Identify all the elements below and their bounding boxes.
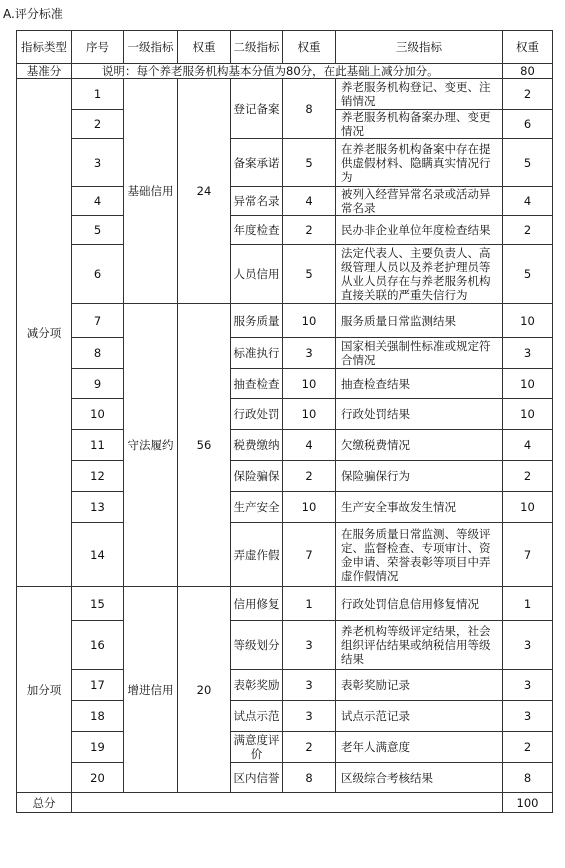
level3-indicator: 国家相关强制性标准或规定符合情况 xyxy=(336,338,503,369)
header-cell: 一级指标 xyxy=(124,31,178,64)
row-number: 4 xyxy=(72,187,124,216)
table-row xyxy=(17,587,553,621)
level2-weight: 7 xyxy=(283,523,336,587)
row-number: 1 xyxy=(72,79,124,110)
level3-weight: 2 xyxy=(503,216,553,245)
level1-indicator: 基础信用 xyxy=(124,79,178,304)
level2-indicator: 登记备案 xyxy=(231,79,283,139)
level3-indicator: 服务质量日常监测结果 xyxy=(336,304,503,338)
level3-weight: 10 xyxy=(503,492,553,523)
level1-indicator: 守法履约 xyxy=(124,304,178,587)
level2-weight: 5 xyxy=(283,245,336,304)
level1-weight: 56 xyxy=(178,304,231,587)
table-row xyxy=(17,670,553,701)
level2-weight: 2 xyxy=(283,461,336,492)
level3-weight: 10 xyxy=(503,304,553,338)
table-row xyxy=(17,430,553,461)
table-row xyxy=(17,763,553,793)
header-cell: 二级指标 xyxy=(231,31,283,64)
level2-weight: 10 xyxy=(283,304,336,338)
table-row xyxy=(17,369,553,399)
table-row xyxy=(17,216,553,245)
level3-weight: 3 xyxy=(503,670,553,701)
level2-weight: 3 xyxy=(283,621,336,670)
level3-indicator: 区级综合考核结果 xyxy=(336,763,503,793)
level2-weight: 3 xyxy=(283,701,336,732)
level2-weight: 1 xyxy=(283,587,336,621)
score-table xyxy=(16,30,553,813)
level2-weight: 3 xyxy=(283,338,336,369)
level3-weight: 3 xyxy=(503,701,553,732)
level3-weight: 8 xyxy=(503,763,553,793)
level2-indicator: 税费缴纳 xyxy=(231,430,283,461)
row-number: 11 xyxy=(72,430,124,461)
row-number: 16 xyxy=(72,621,124,670)
row-number: 14 xyxy=(72,523,124,587)
header-cell: 三级指标 xyxy=(336,31,503,64)
level2-indicator: 备案承诺 xyxy=(231,139,283,187)
table-row xyxy=(17,245,553,304)
level3-indicator: 老年人满意度 xyxy=(336,732,503,763)
level2-weight: 3 xyxy=(283,670,336,701)
level2-weight: 5 xyxy=(283,139,336,187)
level3-weight: 3 xyxy=(503,338,553,369)
level2-indicator: 区内信誉 xyxy=(231,763,283,793)
level3-indicator: 被列入经营异常名录或活动异常名录 xyxy=(336,187,503,216)
table-row xyxy=(17,139,553,187)
level3-weight: 1 xyxy=(503,587,553,621)
level3-weight: 3 xyxy=(503,621,553,670)
header-cell: 权重 xyxy=(178,31,231,64)
base-label: 基准分 xyxy=(17,64,72,79)
level3-weight: 10 xyxy=(503,399,553,430)
row-number: 19 xyxy=(72,732,124,763)
header-cell: 序号 xyxy=(72,31,124,64)
row-number: 8 xyxy=(72,338,124,369)
level2-weight: 2 xyxy=(283,216,336,245)
row-number: 9 xyxy=(72,369,124,399)
table-row xyxy=(17,79,553,110)
row-number: 5 xyxy=(72,216,124,245)
level2-indicator: 生产安全 xyxy=(231,492,283,523)
level3-weight: 4 xyxy=(503,187,553,216)
level3-indicator: 在服务质量日常监测、等级评定、监督检查、专项审计、资金申请、荣誉表彰等项目中弄虚作假情况 xyxy=(336,523,503,587)
score-table-body xyxy=(17,31,553,813)
level3-indicator: 行政处罚结果 xyxy=(336,399,503,430)
level2-weight: 4 xyxy=(283,187,336,216)
level1-weight: 20 xyxy=(178,587,231,793)
table-row xyxy=(17,621,553,670)
level3-indicator: 保险骗保行为 xyxy=(336,461,503,492)
level3-indicator: 生产安全事故发生情况 xyxy=(336,492,503,523)
header-row xyxy=(17,31,553,64)
table-row xyxy=(17,701,553,732)
level2-indicator: 抽查检查 xyxy=(231,369,283,399)
row-number: 20 xyxy=(72,763,124,793)
row-number: 10 xyxy=(72,399,124,430)
section-title: A.评分标准 xyxy=(3,7,63,21)
total-empty xyxy=(72,793,503,813)
level2-indicator: 信用修复 xyxy=(231,587,283,621)
level2-weight: 8 xyxy=(283,763,336,793)
level3-indicator: 法定代表人、主要负责人、高级管理人员以及养老护理员等从业人员存在与养老服务机构直接关联的严重失信行为 xyxy=(336,245,503,304)
header-cell: 指标类型 xyxy=(17,31,72,64)
level3-weight: 2 xyxy=(503,732,553,763)
row-number: 2 xyxy=(72,110,124,139)
row-number: 6 xyxy=(72,245,124,304)
table-row xyxy=(17,338,553,369)
level2-weight: 10 xyxy=(283,369,336,399)
level3-indicator: 试点示范记录 xyxy=(336,701,503,732)
row-number: 12 xyxy=(72,461,124,492)
level3-indicator: 行政处罚信息信用修复情况 xyxy=(336,587,503,621)
level3-indicator: 民办非企业单位年度检查结果 xyxy=(336,216,503,245)
table-row xyxy=(17,732,553,763)
indicator-type: 加分项 xyxy=(17,587,72,793)
row-number: 3 xyxy=(72,139,124,187)
level3-indicator: 养老机构等级评定结果，社会组织评估结果或纳税信用等级结果 xyxy=(336,621,503,670)
table-row xyxy=(17,399,553,430)
total-score: 100 xyxy=(503,793,553,813)
row-number: 17 xyxy=(72,670,124,701)
level3-indicator: 表彰奖励记录 xyxy=(336,670,503,701)
table-row xyxy=(17,523,553,587)
level2-indicator: 等级划分 xyxy=(231,621,283,670)
row-number: 15 xyxy=(72,587,124,621)
row-number: 7 xyxy=(72,304,124,338)
level2-indicator: 行政处罚 xyxy=(231,399,283,430)
level2-indicator: 试点示范 xyxy=(231,701,283,732)
level3-weight: 6 xyxy=(503,110,553,139)
base-note: 说明：每个养老服务机构基本分值为80分，在此基础上减分加分。 xyxy=(72,64,503,79)
header-cell: 权重 xyxy=(503,31,553,64)
level3-indicator: 欠缴税费情况 xyxy=(336,430,503,461)
level2-indicator: 年度检查 xyxy=(231,216,283,245)
level3-weight: 10 xyxy=(503,369,553,399)
total-row xyxy=(17,793,553,813)
level2-indicator: 人员信用 xyxy=(231,245,283,304)
total-label: 总分 xyxy=(17,793,72,813)
level2-weight: 10 xyxy=(283,399,336,430)
level1-indicator: 增进信用 xyxy=(124,587,178,793)
level1-weight: 24 xyxy=(178,79,231,304)
level2-indicator: 满意度评价 xyxy=(231,732,283,763)
level3-indicator: 抽查检查结果 xyxy=(336,369,503,399)
level3-weight: 5 xyxy=(503,245,553,304)
base-score: 80 xyxy=(503,64,553,79)
level3-indicator: 养老服务机构登记、变更、注销情况 xyxy=(336,79,503,110)
level2-indicator: 保险骗保 xyxy=(231,461,283,492)
level3-weight: 2 xyxy=(503,461,553,492)
level2-indicator: 表彰奖励 xyxy=(231,670,283,701)
base-row xyxy=(17,64,553,79)
level3-weight: 2 xyxy=(503,79,553,110)
indicator-type: 减分项 xyxy=(17,79,72,587)
header-cell: 权重 xyxy=(283,31,336,64)
row-number: 13 xyxy=(72,492,124,523)
level2-indicator: 标准执行 xyxy=(231,338,283,369)
level2-weight: 10 xyxy=(283,492,336,523)
level2-weight: 2 xyxy=(283,732,336,763)
table-row xyxy=(17,187,553,216)
level2-indicator: 服务质量 xyxy=(231,304,283,338)
level3-indicator: 在养老服务机构备案中存在提供虚假材料、隐瞒真实情况行为 xyxy=(336,139,503,187)
table-row xyxy=(17,304,553,338)
level2-weight: 4 xyxy=(283,430,336,461)
level3-indicator: 养老服务机构备案办理、变更情况 xyxy=(336,110,503,139)
level2-weight: 8 xyxy=(283,79,336,139)
level2-indicator: 异常名录 xyxy=(231,187,283,216)
table-row xyxy=(17,492,553,523)
level3-weight: 5 xyxy=(503,139,553,187)
level2-indicator: 弄虚作假 xyxy=(231,523,283,587)
level3-weight: 7 xyxy=(503,523,553,587)
table-row xyxy=(17,461,553,492)
row-number: 18 xyxy=(72,701,124,732)
level3-weight: 4 xyxy=(503,430,553,461)
